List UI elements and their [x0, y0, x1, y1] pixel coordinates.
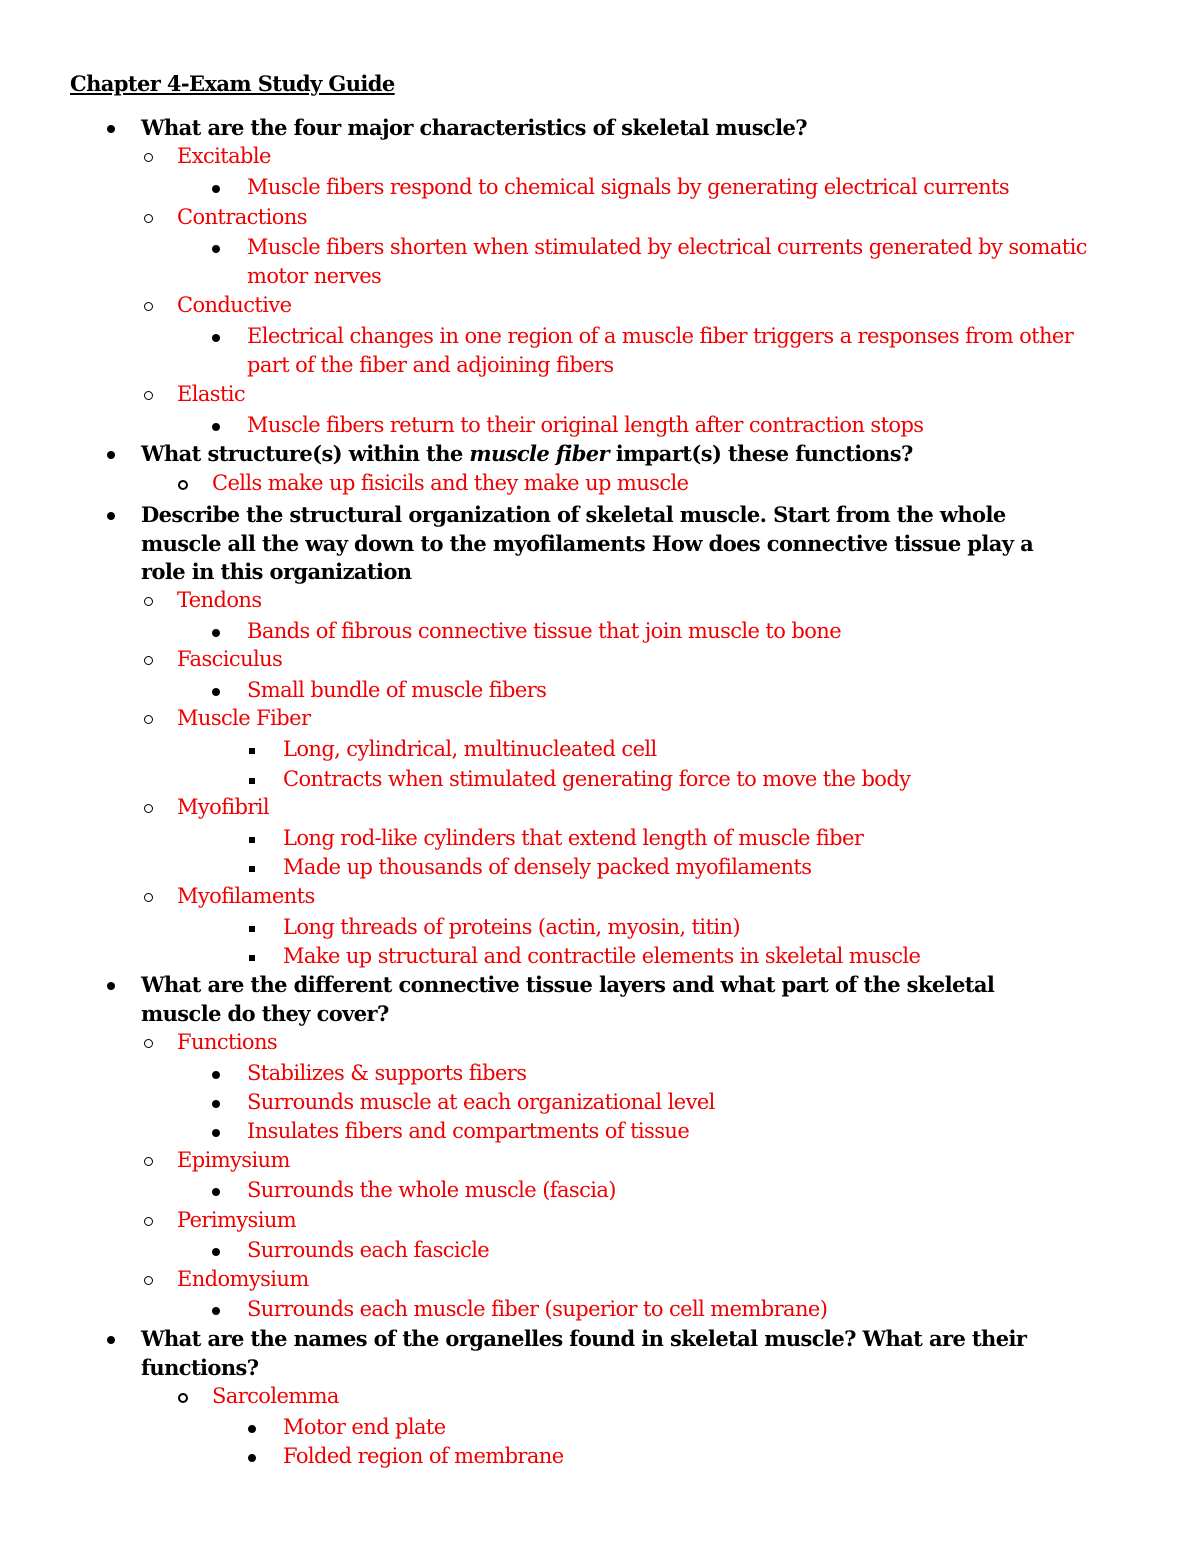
answer-label: Elastic — [177, 382, 246, 406]
circle-bullet-icon — [140, 380, 156, 409]
circle-bullet-icon — [140, 291, 156, 320]
answer-label: Conductive — [177, 293, 292, 317]
answer-label: Sarcolemma — [212, 1384, 339, 1408]
answer-label: Myofilaments — [177, 884, 315, 908]
answer-detail: Folded region of membrane — [283, 1444, 564, 1468]
answer-detail: Made up thousands of densely packed myofilaments — [283, 855, 812, 879]
question-text: impart(s) these functions? — [609, 441, 913, 466]
answer-label: Functions — [177, 1030, 278, 1054]
answer-detail: Contracts when stimulated generating force to move the body — [283, 767, 911, 791]
answer-detail: Motor end plate — [283, 1415, 446, 1439]
square-bullet-icon — [244, 913, 260, 942]
circle-bullet-icon — [140, 704, 156, 733]
answer-detail: Bands of fibrous connective tissue that join muscle to bone — [247, 619, 842, 643]
bullet-icon — [208, 1088, 224, 1117]
bullet-icon — [208, 617, 224, 646]
circle-bullet-icon — [140, 882, 156, 911]
bullet-icon — [244, 1442, 260, 1471]
square-bullet-icon — [244, 942, 260, 971]
answer-label: Epimysium — [177, 1148, 290, 1172]
answer-detail: Small bundle of muscle fibers — [247, 678, 547, 702]
circle-bullet-icon — [175, 1382, 191, 1411]
square-bullet-icon — [244, 765, 260, 794]
bullet-icon — [103, 970, 119, 999]
circle-bullet-icon — [140, 1146, 156, 1175]
square-bullet-icon — [244, 824, 260, 853]
answer-detail: Long rod-like cylinders that extend length of muscle fiber — [283, 826, 864, 850]
question-text: What structure(s) within the — [141, 441, 470, 466]
circle-bullet-icon — [140, 1206, 156, 1235]
question-1: What are the four major characteristics of skeletal muscle? — [141, 115, 807, 140]
bullet-icon — [244, 1413, 260, 1442]
answer-label: Perimysium — [177, 1208, 297, 1232]
question-4-line-2: muscle do they cover? — [141, 1001, 389, 1026]
answer-label: Muscle Fiber — [177, 706, 311, 730]
answer-detail: Muscle fibers return to their original length after contraction stops — [247, 413, 924, 437]
bullet-icon — [208, 1059, 224, 1088]
bullet-icon — [103, 113, 119, 142]
bullet-icon — [208, 1295, 224, 1324]
question-emphasis: muscle fiber — [469, 441, 610, 466]
question-4-line-1: What are the different connective tissue layers and what part of the skeletal — [141, 972, 995, 997]
question-3-line-2: muscle all the way down to the myofilaments How does connective tissue play a — [141, 531, 1034, 556]
answer-detail: Long, cylindrical, multinucleated cell — [283, 737, 657, 761]
square-bullet-icon — [244, 735, 260, 764]
circle-bullet-icon — [175, 469, 191, 498]
document-title: Chapter 4-Exam Study Guide — [70, 71, 395, 96]
bullet-icon — [208, 1117, 224, 1146]
circle-bullet-icon — [140, 645, 156, 674]
answer-detail: Make up structural and contractile elements in skeletal muscle — [283, 944, 921, 968]
answer-detail: Surrounds each muscle fiber (superior to cell membrane) — [247, 1297, 828, 1321]
circle-bullet-icon — [140, 586, 156, 615]
circle-bullet-icon — [140, 142, 156, 171]
answer-detail: Stabilizes & supports fibers — [247, 1061, 527, 1085]
bullet-icon — [208, 411, 224, 440]
bullet-icon — [103, 439, 119, 468]
question-2 — [141, 439, 913, 468]
answer-detail: Electrical changes in one region of a muscle fiber triggers a responses from other — [247, 324, 1074, 348]
answer-detail: Long threads of proteins (actin, myosin, titin) — [283, 915, 740, 939]
circle-bullet-icon — [140, 203, 156, 232]
circle-bullet-icon — [140, 1265, 156, 1294]
question-5-line-2: functions? — [141, 1355, 259, 1380]
answer-detail: Muscle fibers shorten when stimulated by electrical currents generated by somatic — [247, 235, 1087, 259]
answer-label: Excitable — [177, 144, 271, 168]
circle-bullet-icon — [140, 1028, 156, 1057]
answer-label: Myofibril — [177, 795, 270, 819]
answer-detail: Surrounds the whole muscle (fascia) — [247, 1178, 616, 1202]
bullet-icon — [208, 173, 224, 202]
answer-label: Tendons — [177, 588, 262, 612]
question-5-line-1: What are the names of the organelles found in skeletal muscle? What are their — [141, 1326, 1027, 1351]
answer-detail: Muscle fibers respond to chemical signals by generating electrical currents — [247, 175, 1010, 199]
answer-label: Contractions — [177, 205, 307, 229]
answer-label: Cells make up fisicils and they make up muscle — [212, 471, 689, 495]
bullet-icon — [103, 500, 119, 529]
bullet-icon — [208, 676, 224, 705]
question-3-line-3: role in this organization — [141, 559, 412, 584]
bullet-icon — [208, 322, 224, 351]
answer-detail: Insulates fibers and compartments of tissue — [247, 1119, 690, 1143]
question-3-line-1: Describe the structural organization of skeletal muscle. Start from the whole — [141, 502, 1006, 527]
answer-label: Fasciculus — [177, 647, 283, 671]
bullet-icon — [208, 1236, 224, 1265]
bullet-icon — [208, 1176, 224, 1205]
square-bullet-icon — [244, 853, 260, 882]
answer-detail-continued: part of the fiber and adjoining fibers — [247, 353, 614, 377]
answer-detail: Surrounds each fascicle — [247, 1238, 490, 1262]
circle-bullet-icon — [140, 793, 156, 822]
answer-detail: Surrounds muscle at each organizational level — [247, 1090, 715, 1114]
answer-label: Endomysium — [177, 1267, 309, 1291]
bullet-icon — [208, 233, 224, 262]
bullet-icon — [103, 1324, 119, 1353]
answer-detail-continued: motor nerves — [247, 264, 382, 288]
